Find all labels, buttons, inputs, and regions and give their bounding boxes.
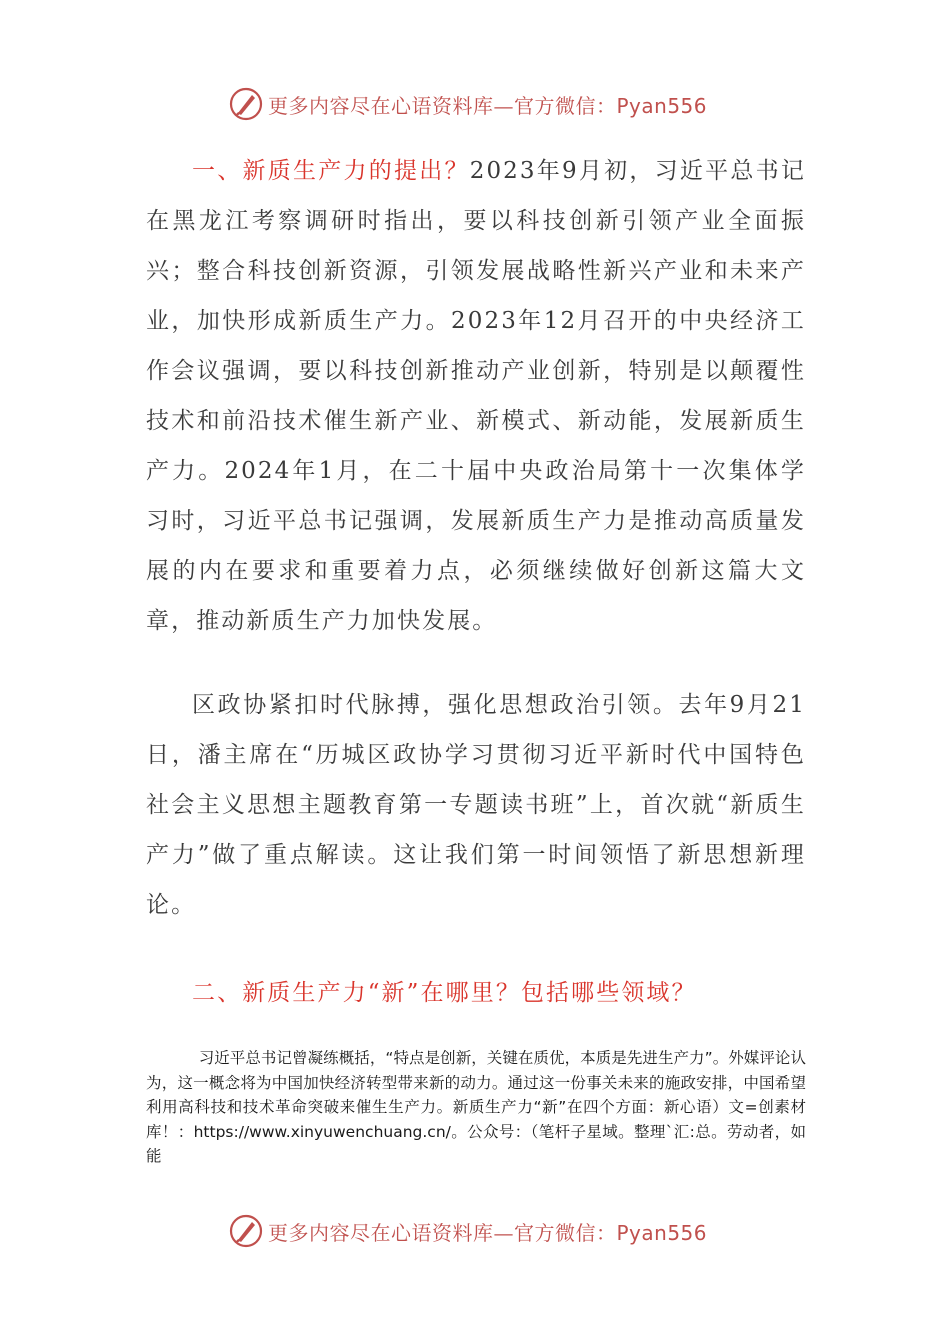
pen-logo-icon [228,86,264,122]
pen-logo-icon [228,1213,264,1249]
paragraph-2: 区政协紧扣时代脉搏，强化思想政治引领。去年9月21日，潘主席在“历城区政协学习贯彻习近平新时代中国特色社会主义思想主题教育第一专题读书班”上，首次就“新质生产力”做了重点解读。这让我们第一时间领悟了新思想新理论。 [146,692,806,918]
header-banner [228,84,707,124]
banner-text: 更多内容尽在心语资料库—官方微信：Pyan556 [268,93,708,118]
banner-text: 更多内容尽在心语资料库—官方微信：Pyan556 [268,1220,708,1245]
document-body [146,146,806,1169]
footer-banner [228,1211,707,1251]
section1-body: 2023年9月初，习近平总书记在黑龙江考察调研时指出，要以科技创新引领产业全面振兴；整合科技创新资源，引领发展战略性新兴产业和未来产业，加快形成新质生产力。2023年12月召开的中央经济工作会议强调，要以科技创新推动产业创新，特别是以颠覆性技术和前沿技术催生新产业、新模式、新动能，发展新质生产力。2024年1月，在二十届中央政治局第十一次集体学习时，习近平总书记强调，发展新质生产力是推动高质量发展的内在要求和重要着力点，必须继续做好创新这篇大文章，推动新质生产力加快发展。 [146,158,806,634]
section1-heading: 一、新质生产力的提出？ [192,158,470,184]
section1-paragraph [146,146,806,646]
paragraph-3: 习近平总书记曾凝练概括，“特点是创新，关键在质优，本质是先进生产力”。外媒评论认为，这一概念将为中国加快经济转型带来新的动力。通过这一份事关未来的施政安排，中国希望利用高科技和技术革命突破来催生生产力。新质生产力“新”在四个方面：新心语）文=创素材库！：https://www.xinyuwenchuang.cn/。公众号：（笔杆子星域。整理`汇:总。劳动者，如能 [146,1049,806,1165]
section2-heading: 二、新质生产力“新”在哪里？包括哪些领域？ [192,980,697,1006]
